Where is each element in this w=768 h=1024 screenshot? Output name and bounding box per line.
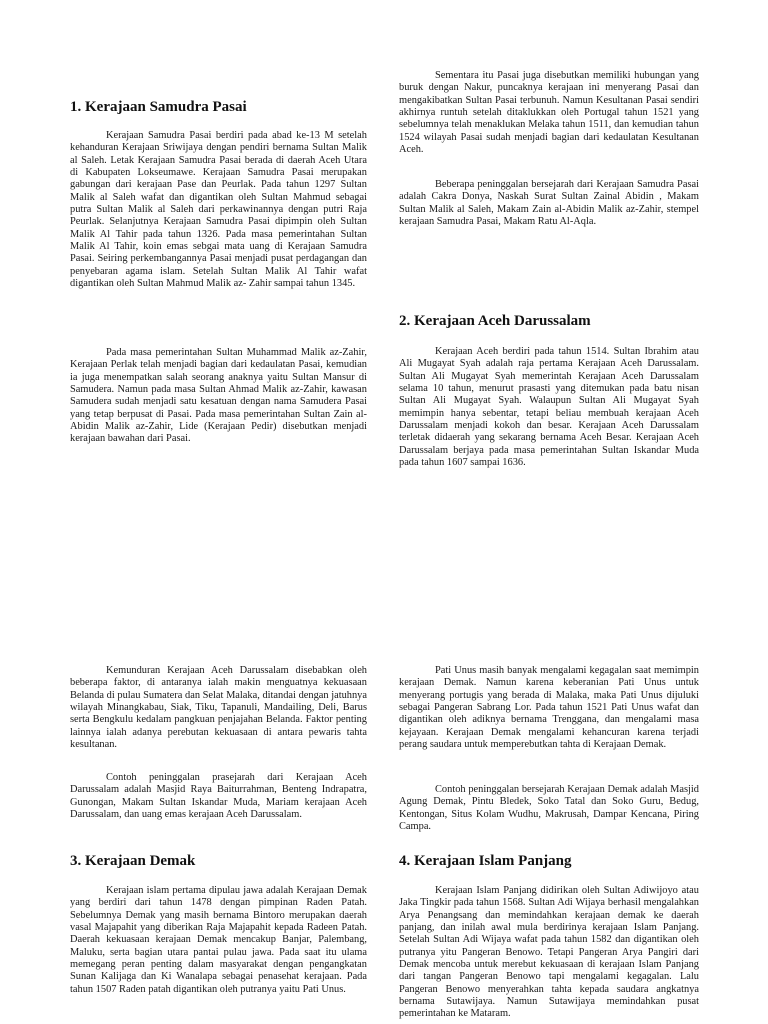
section-title-aceh-darussalam: 2. Kerajaan Aceh Darussalam (399, 313, 591, 329)
paragraph-samudra-pasai-relics: Beberapa peninggalan bersejarah dari Kerajaan Samudra Pasai adalah Cakra Donya, Naskah Surat Sultan Zainal Abidin , Makam Sultan Malik al Saleh, Makam Zain al-Abidin Malik az-Zahir, stempel kerajaan Samudra Pasai, Makam Ratu Al-Aqla. (399, 179, 699, 228)
section-title-samudra-pasai: 1. Kerajaan Samudra Pasai (70, 99, 247, 115)
section-title-islam-panjang: 4. Kerajaan Islam Panjang (399, 853, 572, 869)
section-title-demak: 3. Kerajaan Demak (70, 853, 196, 869)
paragraph-samudra-pasai-2: Pada masa pemerintahan Sultan Muhammad Malik az-Zahir, Kerajaan Perlak telah menjadi bagian dari kedaulatan Pasai, kemudian ia juga menempatkan salah seorang anaknya yaitu Sultan Mansur di Samudera. Namun pada masa Sultan Ahmad Malik az-Zahir, kawasan Samudera sudah menjadi satu kesatuan dengan nama Samudera Pasai yang tetap berpusat di Pasai. Pada masa pemerintahan Sultan Zain al-Abidin Malik az-Zahir, Lide (Kerajaan Pedir) disebutkan menjadi kerajaan bawahan dari Pasai. (70, 347, 367, 445)
paragraph-islam-panjang-1: Kerajaan Islam Panjang didirikan oleh Sultan Adiwijoyo atau Jaka Tingkir pada tahun 1568. Sultan Adi Wijaya berhasil mengalahkan Arya Penangsang dan memindahkan kerajaan demak ke daerah panjang, dan inilah awal mula berdirinya kerajaan Islam Panjang. Setelah Sultan Adi Wijaya wafat pada tahun 1582 dan digantikan oleh putranya yitu Pangeran Benowo. Tetapi Pangeran Arya Pangiri dari Demak mencoba untuk merebut kekuasaan di kerajaan Islam Panjang dari tangan Pangeran Benowo tapi mengalami kegagalan. Lalu Pangeran Benowo menyerahkan tahta kepada saudara angkatnya bernama Sutawijaya. Namun Sutawijaya memindahkan pusat pemerintahan ke Mataram. (399, 885, 699, 1020)
paragraph-aceh-darussalam-1: Kerajaan Aceh berdiri pada tahun 1514. Sultan Ibrahim atau Ali Mugayat Syah adalah raja pertama Kerajaan Aceh Darussalam. Sultan Ali Mugayat Syah memerintah Kerajaan Aceh Darussalam selama 10 tahun, menurut prasasti yang ditemukan pada batu nisan Sultan Ali Mugayat Syah. Walaupun Sultan Ali Mugayat Syah memimpin hanya sebentar, tetapi beliau membuah kerajaan Aceh Darussalam menjadi kokoh dan besar. Kerajaan Aceh Darussalam terletak didaerah yang sekarang bernama Aceh Besar. Kerajaan Aceh Darussalam berjaya pada masa pemerintahan Sultan Iskandar Muda pada tahun 1607 sampai 1636. (399, 346, 699, 469)
paragraph-aceh-darussalam-decline: Kemunduran Kerajaan Aceh Darussalam disebabkan oleh beberapa faktor, di antaranya ialah makin menguatnya kekuasaan Belanda di pulau Sumatera dan Selat Malaka, ditandai dengan jatuhnya wilayah Minangkabau, Siak, Tiku, Tapanuli, Mandailing, Deli, Barus serta Bengkulu kedalam pangkuan penjajahan Belanda. Faktor penting lainnya ialah adanya perebutan kekuasaan di antara pewaris tahta kesultanan. (70, 665, 367, 751)
paragraph-samudra-pasai-3: Sementara itu Pasai juga disebutkan memiliki hubungan yang buruk dengan Nakur, puncaknya kerajaan ini menyerang Pasai dan mengakibatkan Sultan Pasai terbunuh. Namun Kesultanan Pasai sendiri akhirnya runtuh setelah ditaklukkan oleh Portugal tahun 1521 yang sebelumnya telah menaklukan Melaka tahun 1511, dan kemudian tahun 1524 wilayah Pasai sudah menjadi bagian dari kedaulatan Kesultanan Aceh. (399, 70, 699, 156)
paragraph-demak-relics: Contoh peninggalan bersejarah Kerajaan Demak adalah Masjid Agung Demak, Pintu Bledek, Soko Tatal dan Soko Guru, Bedug, Kentongan, Situs Kolam Wudhu, Makrusah, Dampar Kencana, Piring Campa. (399, 784, 699, 833)
paragraph-demak-2: Pati Unus masih banyak mengalami kegagalan saat memimpin kerajaan Demak. Namun karena keberanian Pati Unus untuk menyerang portugis yang berada di Malaka, maka Pati Unus dijuluki sebagai Pangeran Sabrang Lor. Pada tahun 1521 Pati Unus wafat dan digantikan oleh adiknya bernama Trenggana, dan mengalami masa kejayaan. Kerajaan Demak mengalami kehancuran karena terjadi perang saudara untuk memperebutkan tahta di Kerajaan Demak. (399, 665, 699, 751)
paragraph-samudra-pasai-1: Kerajaan Samudra Pasai berdiri pada abad ke-13 M setelah kehanduran Kerajaan Sriwijaya dengan pendiri bernama Sultan Malik al Saleh. Letak Kerajaan Samudra Pasai berada di daerah Aceh Utara di Kabupaten Lokseumawe. Kerajaan Samudra Pasai merupakan gabungan dari kerajaan Pase dan Peurlak. Pada tahun 1297 Sultan Malik al Saleh wafat dan digantikan oleh Sultan Mahmud sebagai putra Sultan Malik al Saleh dari perkawinannya dengan putri Raja Peurlak. Selanjutnya Kerajaan Samudra Pasai dipimpin oleh Sultan Malik Al Tahir pada tahun 1326. Pada masa pemerintahan Sultan Malik Al Tahir, koin emas sebgai mata uang di Kerajaan Samudra Pasai. Seiring perkembangannya Pasai menjadi pusat perdagangan dan penyebaran agama islam. Setelah Sultan Malik Al Tahir wafat digantikan oleh Sultan Mahmud Malik az- Zahir sampai tahun 1345. (70, 130, 367, 290)
paragraph-demak-1: Kerajaan islam pertama dipulau jawa adalah Kerajaan Demak yang berdiri dari tahun 1478 dengan pimpinan Raden Patah. Sebelumnya Demak yang masih bernama Bintoro merupakan daerah vasal Majapahit yang diberikan Raja Majapahit kepada Radeen Patah. Daerah kekuasaan kerajaan Demak mencakup Banjar, Palembang, Maluku, serta bagian utara pantai pulau jawa. Pada saat itu ulama memegang peran penting dalam masyarakat dengan pengangkatan Sunan Kalijaga dan Ki Wanalapa sebagai penasehat kerajaan. Pada tahun 1507 Raden patah digantikan oleh putranya yaitu Pati Unus. (70, 885, 367, 995)
paragraph-aceh-darussalam-relics: Contoh peninggalan prasejarah dari Kerajaan Aceh Darussalam adalah Masjid Raya Baiturrahman, Benteng Indrapatra, Gunongan, Makam Sultan Iskandar Muda, Mariam kerajaan Aceh Darussalam, dan uang emas kerajaan Aceh Darussalam. (70, 772, 367, 821)
